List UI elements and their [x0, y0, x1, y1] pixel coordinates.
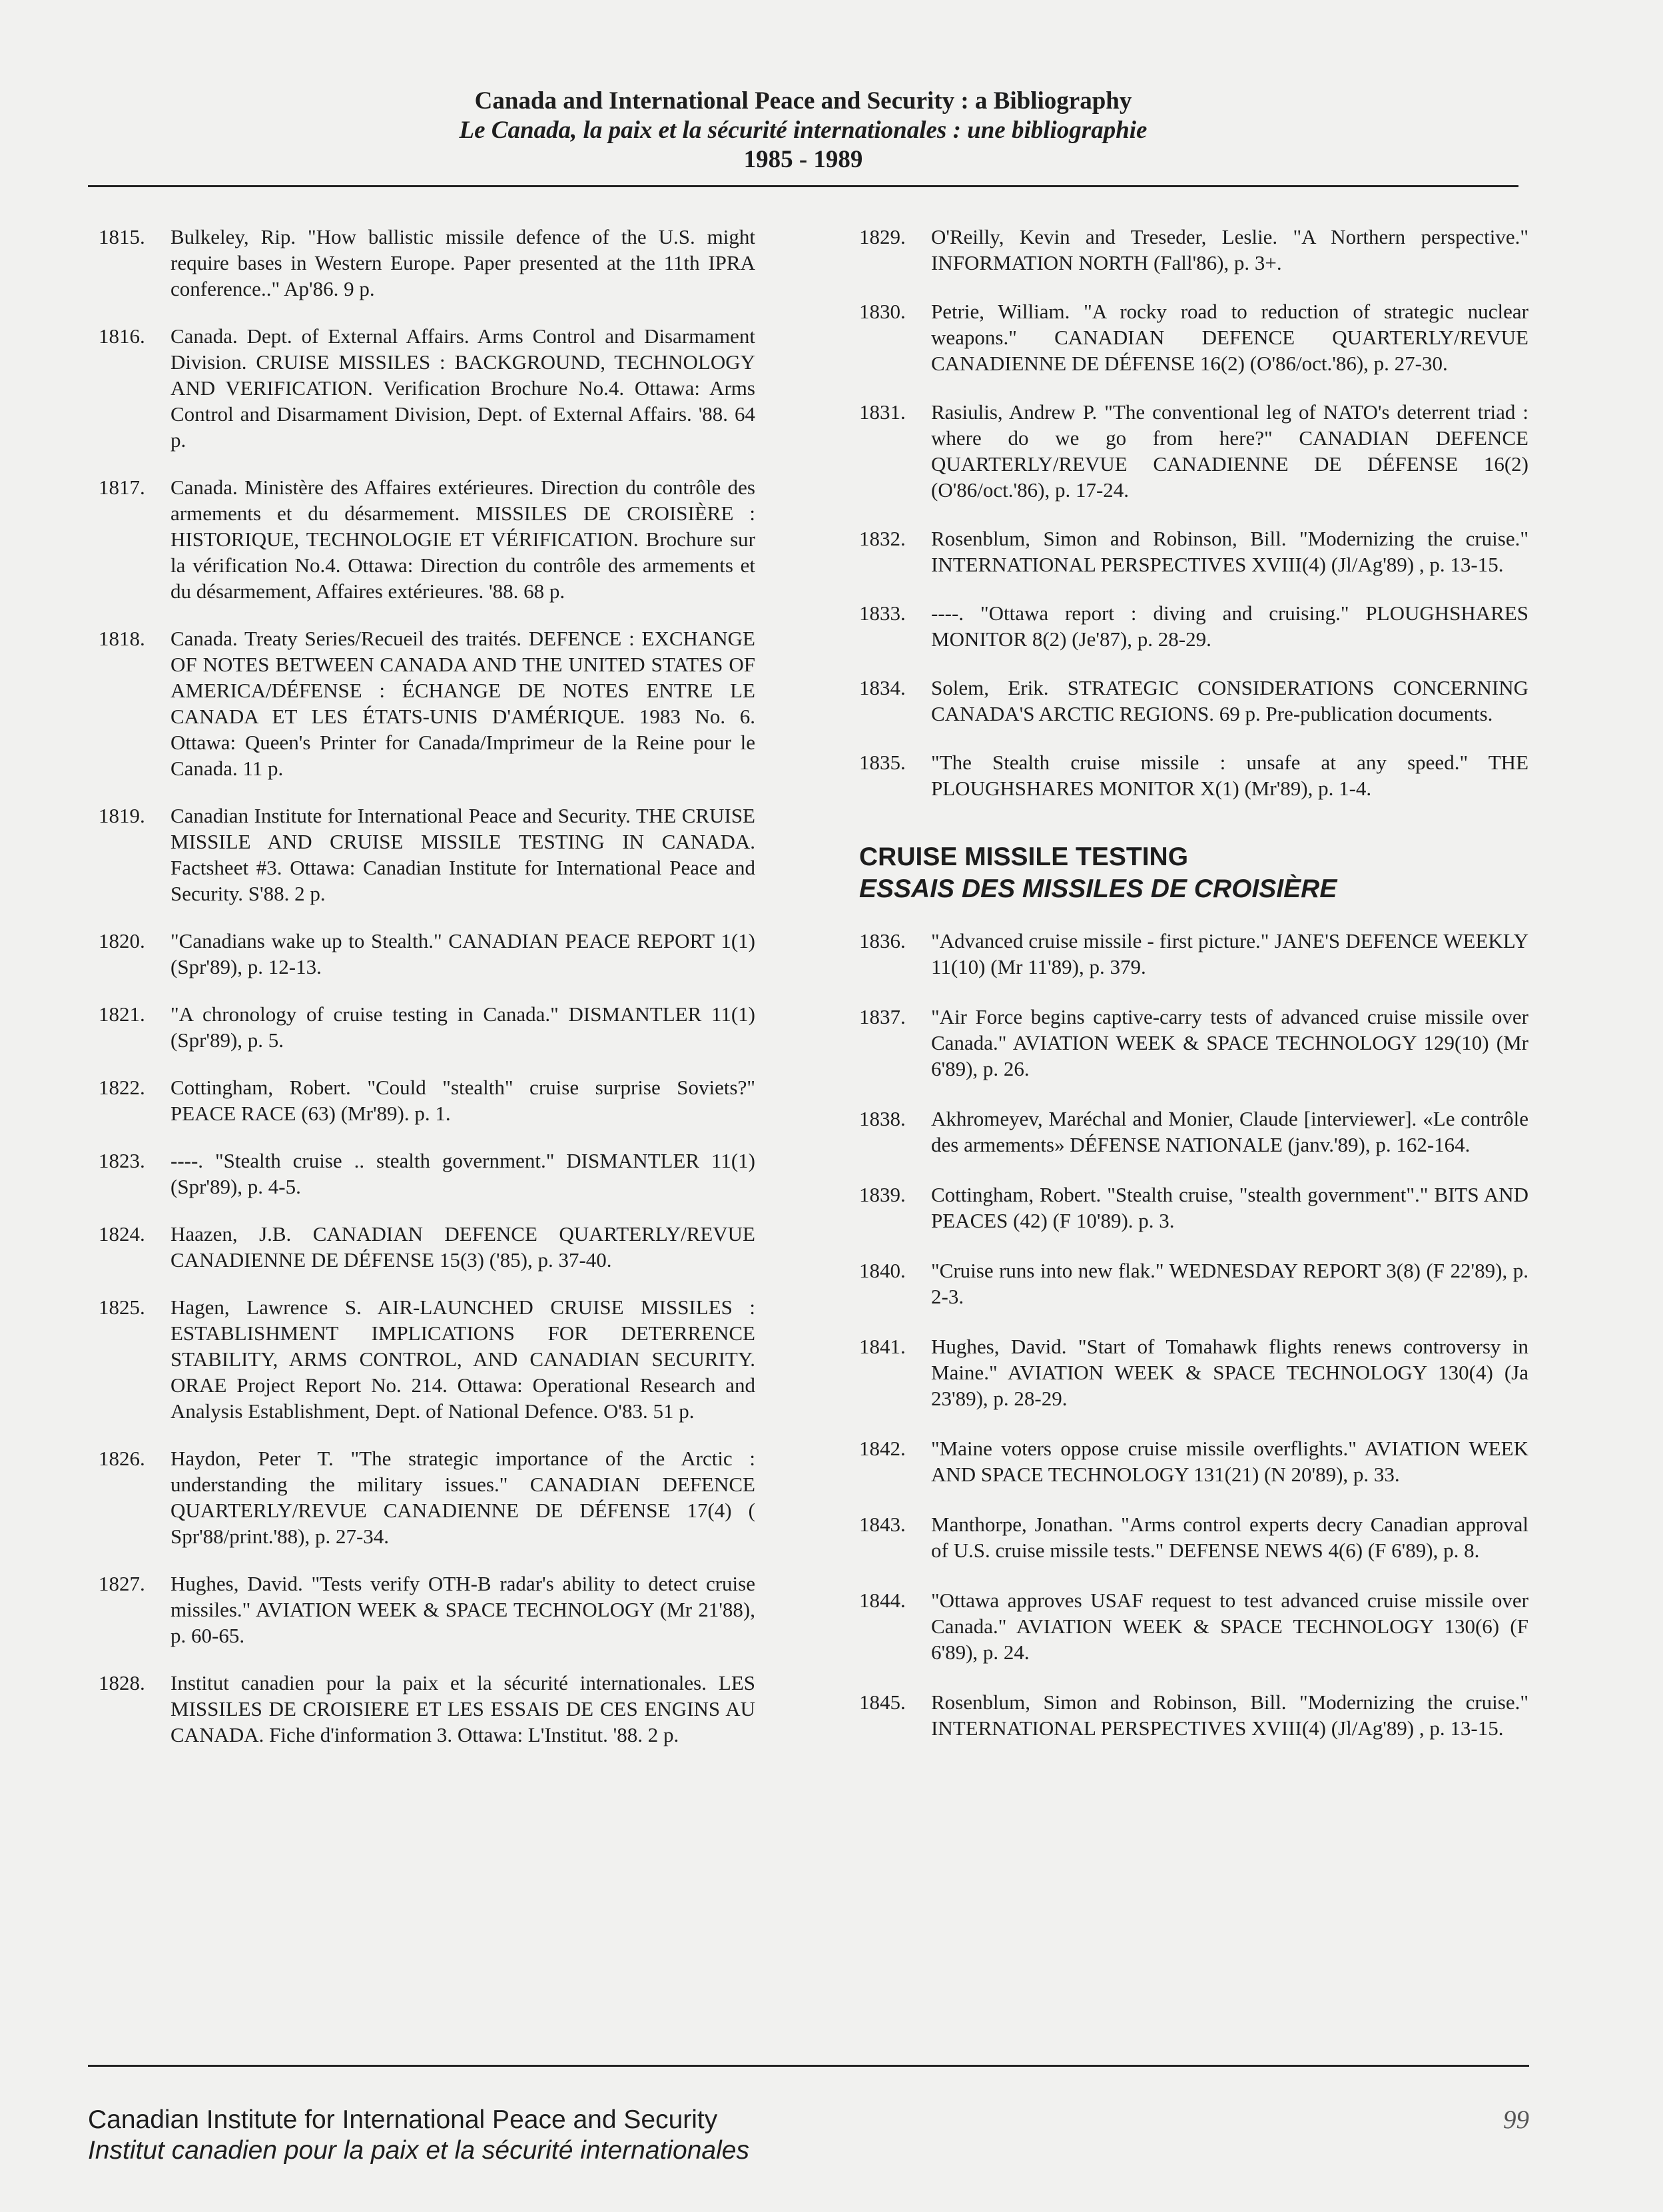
header-rule	[88, 185, 1518, 187]
entry-text: "A chronology of cruise testing in Canada." DISMANTLER 11(1) (Spr'89), p. 5.	[170, 1002, 755, 1052]
entry-text: "The Stealth cruise missile : unsafe at any speed." THE PLOUGHSHARES MONITOR X(1) (Mr'89), p. 1-4.	[931, 751, 1528, 800]
entry-number: 1824.	[99, 1222, 145, 1246]
entry-text: Rosenblum, Simon and Robinson, Bill. "Modernizing the cruise." INTERNATIONAL PERSPECTIVES XVIII(4) (Jl/Ag'89) , p. 13-15.	[931, 527, 1528, 576]
right-column	[859, 224, 1528, 1741]
entry-number: 1834.	[859, 676, 906, 699]
header-years: 1985 - 1989	[743, 146, 863, 173]
entry-number: 1845.	[859, 1690, 906, 1714]
entry-number: 1826.	[99, 1447, 145, 1470]
entry-text: Hughes, David. "Tests verify OTH-B radar's ability to detect cruise missiles." AVIATION WEEK & SPACE TECHNOLOGY (Mr 21'88), p. 60-65.	[170, 1572, 755, 1647]
bib-entry-1838	[859, 1106, 1528, 1158]
entry-number: 1816.	[99, 324, 145, 348]
bib-entry-1816	[99, 323, 755, 453]
entry-number: 1831.	[859, 400, 906, 424]
bib-entry-1835	[859, 749, 1528, 801]
section-heading	[859, 841, 1528, 905]
entry-text: Manthorpe, Jonathan. "Arms control experts decry Canadian approval of U.S. cruise missile tests." DEFENSE NEWS 4(6) (F 6'89), p. 8.	[931, 1513, 1528, 1562]
entry-text: Cottingham, Robert. "Stealth cruise, "stealth government"." BITS AND PEACES (42) (F 10'89). p. 3.	[931, 1183, 1528, 1232]
bib-entry-1822	[99, 1074, 755, 1126]
entry-text: "Advanced cruise missile - first picture." JANE'S DEFENCE WEEKLY 11(10) (Mr 11'89), p. 379.	[931, 929, 1528, 978]
entry-number: 1844.	[859, 1589, 906, 1612]
entry-text: Canada. Treaty Series/Recueil des traités. DEFENCE : EXCHANGE OF NOTES BETWEEN CANADA AND THE UNITED STATES OF AMERICA/DÉFENSE : ÉCHANGE DE NOTES ENTRE LE CANADA ET LES ÉTATS-UNIS D'AMÉRIQUE. 1983 No. 6. Ottawa: Queen's Printer for Canada/Imprimeur de la Reine pour le Canada. 11 p.	[170, 627, 755, 780]
entry-text: Bulkeley, Rip. "How ballistic missile defence of the U.S. might require bases in Western Europe. Paper presented at the 11th IPRA conference.." Ap'86. 9 p.	[170, 225, 755, 300]
entry-text: Institut canadien pour la paix et la sécurité internationales. LES MISSILES DE CROISIERE ET LES ESSAIS DE CES ENGINS AU CANADA. Fiche d'information 3. Ottawa: L'Institut. '88. 2 p.	[170, 1671, 755, 1746]
bib-entry-1829	[859, 224, 1528, 276]
header-title-fr: Le Canada, la paix et la sécurité internationales : une bibliographie	[459, 117, 1148, 144]
bib-entry-1833	[859, 600, 1528, 652]
entry-number: 1825.	[99, 1295, 145, 1319]
entry-text: Canada. Dept. of External Affairs. Arms Control and Disarmament Division. CRUISE MISSILES : BACKGROUND, TECHNOLOGY AND VERIFICATION. Verification Brochure No.4. Ottawa: Arms Control and Disarmament Division, Dept. of External Affairs. '88. 64 p.	[170, 324, 755, 452]
bib-entry-1842	[859, 1435, 1528, 1487]
entry-number: 1827.	[99, 1572, 145, 1595]
entry-number: 1828.	[99, 1671, 145, 1694]
entry-text: "Canadians wake up to Stealth." CANADIAN PEACE REPORT 1(1) (Spr'89), p. 12-13.	[170, 929, 755, 978]
entry-number: 1815.	[99, 225, 145, 248]
bib-entry-1841	[859, 1333, 1528, 1411]
entry-text: Hughes, David. "Start of Tomahawk flights renews controversy in Maine." AVIATION WEEK & SPACE TECHNOLOGY 130(4) (Ja 23'89), p. 28-29.	[931, 1335, 1528, 1410]
bib-entry-1815	[99, 224, 755, 302]
bib-entry-1834	[859, 675, 1528, 727]
entry-number: 1837.	[859, 1005, 906, 1028]
bib-entry-1826	[99, 1445, 755, 1549]
entry-number: 1838.	[859, 1107, 906, 1130]
entry-number: 1840.	[859, 1259, 906, 1282]
entry-number: 1843.	[859, 1513, 906, 1536]
bib-entry-1844	[859, 1587, 1528, 1665]
page-header	[88, 87, 1518, 175]
bib-entry-1845	[859, 1689, 1528, 1741]
page-footer	[88, 2105, 1529, 2166]
entry-text: Haydon, Peter T. "The strategic importance of the Arctic : understanding the military issues." CANADIAN DEFENCE QUARTERLY/REVUE CANADIENNE DE DÉFENSE 17(4) ( Spr'88/print.'88), p. 27-34.	[170, 1447, 755, 1548]
entry-number: 1823.	[99, 1149, 145, 1172]
entry-number: 1820.	[99, 929, 145, 952]
footer-rule	[88, 2065, 1529, 2067]
entry-number: 1833.	[859, 601, 906, 625]
entry-text: Solem, Erik. STRATEGIC CONSIDERATIONS CONCERNING CANADA'S ARCTIC REGIONS. 69 p. Pre-publication documents.	[931, 676, 1528, 725]
bib-entry-1828	[99, 1670, 755, 1748]
entry-text: "Ottawa approves USAF request to test advanced cruise missile over Canada." AVIATION WEEK & SPACE TECHNOLOGY 130(6) (F 6'89), p. 24.	[931, 1589, 1528, 1664]
bib-entry-1824	[99, 1221, 755, 1273]
bib-entry-1817	[99, 474, 755, 604]
entry-text: Akhromeyev, Maréchal and Monier, Claude [interviewer]. «Le contrôle des armements» DÉFENSE NATIONALE (janv.'89), p. 162-164.	[931, 1107, 1528, 1156]
entry-text: "Air Force begins captive-carry tests of advanced cruise missile over Canada." AVIATION WEEK & SPACE TECHNOLOGY 129(10) (Mr 6'89), p. 26.	[931, 1005, 1528, 1080]
entry-text: Petrie, William. "A rocky road to reduction of strategic nuclear weapons." CANADIAN DEFENCE QUARTERLY/REVUE CANADIENNE DE DÉFENSE 16(2) (O'86/oct.'86), p. 27-30.	[931, 300, 1528, 375]
entry-text: "Cruise runs into new flak." WEDNESDAY REPORT 3(8) (F 22'89), p. 2-3.	[931, 1259, 1528, 1308]
bib-entry-1837	[859, 1004, 1528, 1082]
entry-number: 1839.	[859, 1183, 906, 1206]
entry-number: 1841.	[859, 1335, 906, 1358]
entry-text: "Maine voters oppose cruise missile overflights." AVIATION WEEK AND SPACE TECHNOLOGY 131(21) (N 20'89), p. 33.	[931, 1437, 1528, 1486]
entry-number: 1829.	[859, 225, 906, 248]
entry-text: Hagen, Lawrence S. AIR-LAUNCHED CRUISE MISSILES : ESTABLISHMENT IMPLICATIONS FOR DETERRENCE STABILITY, ARMS CONTROL, AND CANADIAN SECURITY. ORAE Project Report No. 214. Ottawa: Operational Research and Analysis Establishment, Dept. of National Defence. O'83. 51 p.	[170, 1295, 755, 1423]
bib-entry-1831	[859, 399, 1528, 503]
entry-number: 1822.	[99, 1076, 145, 1099]
entry-number: 1832.	[859, 527, 906, 550]
entry-text: Rosenblum, Simon and Robinson, Bill. "Modernizing the cruise." INTERNATIONAL PERSPECTIVES XVIII(4) (Jl/Ag'89) , p. 13-15.	[931, 1690, 1528, 1740]
bib-entry-1825	[99, 1294, 755, 1424]
bib-entry-1820	[99, 928, 755, 980]
entry-text: ----. "Ottawa report : diving and cruising." PLOUGHSHARES MONITOR 8(2) (Je'87), p. 28-29.	[931, 601, 1528, 651]
entry-text: O'Reilly, Kevin and Treseder, Leslie. "A Northern perspective." INFORMATION NORTH (Fall'86), p. 3+.	[931, 225, 1528, 274]
entry-text: ----. "Stealth cruise .. stealth government." DISMANTLER 11(1) (Spr'89), p. 4-5.	[170, 1149, 755, 1198]
section-title-fr: ESSAIS DES MISSILES DE CROISIÈRE	[859, 875, 1337, 903]
footer-org-fr: Institut canadien pour la paix et la sécurité internationales	[88, 2136, 749, 2165]
entry-number: 1842.	[859, 1437, 906, 1460]
entry-text: Canadian Institute for International Peace and Security. THE CRUISE MISSILE AND CRUISE MISSILE TESTING IN CANADA. Factsheet #3. Ottawa: Canadian Institute for International Peace and Security. S'88. 2 p.	[170, 804, 755, 905]
entry-text: Canada. Ministère des Affaires extérieures. Direction du contrôle des armements et du désarmement. MISSILES DE CROISIÈRE : HISTORIQUE, TECHNOLOGIE ET VÉRIFICATION. Brochure sur la vérification No.4. Ottawa: Direction du contrôle des armements et du désarmement, Affaires extérieures. '88. 68 p.	[170, 476, 755, 603]
entry-number: 1821.	[99, 1002, 145, 1026]
bib-entry-1840	[859, 1258, 1528, 1309]
section-title-en: CRUISE MISSILE TESTING	[859, 843, 1189, 871]
entry-number: 1817.	[99, 476, 145, 499]
header-title-en: Canada and International Peace and Security : a Bibliography	[474, 87, 1132, 115]
entry-text: Rasiulis, Andrew P. "The conventional leg of NATO's deterrent triad : where do we go from here?" CANADIAN DEFENCE QUARTERLY/REVUE CANADIENNE DE DÉFENSE 16(2) (O'86/oct.'86), p. 17-24.	[931, 400, 1528, 502]
left-column	[99, 224, 755, 1748]
page-number: 99	[1503, 2105, 1529, 2134]
bib-entry-1823	[99, 1148, 755, 1200]
bib-entry-1843	[859, 1511, 1528, 1563]
entry-number: 1818.	[99, 627, 145, 650]
entry-number: 1836.	[859, 929, 906, 952]
footer-org-en: Canadian Institute for International Peace and Security	[88, 2105, 718, 2134]
bib-entry-1832	[859, 526, 1528, 577]
entry-number: 1830.	[859, 300, 906, 323]
entry-number: 1819.	[99, 804, 145, 827]
bib-entry-1818	[99, 625, 755, 781]
bib-entry-1819	[99, 803, 755, 907]
bib-entry-1836	[859, 928, 1528, 980]
entry-number: 1835.	[859, 751, 906, 774]
bib-entry-1821	[99, 1001, 755, 1053]
entry-text: Cottingham, Robert. "Could "stealth" cruise surprise Soviets?" PEACE RACE (63) (Mr'89). p. 1.	[170, 1076, 755, 1125]
bib-entry-1839	[859, 1182, 1528, 1234]
bib-entry-1827	[99, 1571, 755, 1649]
bib-entry-1830	[859, 298, 1528, 376]
entry-text: Haazen, J.B. CANADIAN DEFENCE QUARTERLY/REVUE CANADIENNE DE DÉFENSE 15(3) ('85), p. 37-40.	[170, 1222, 755, 1272]
